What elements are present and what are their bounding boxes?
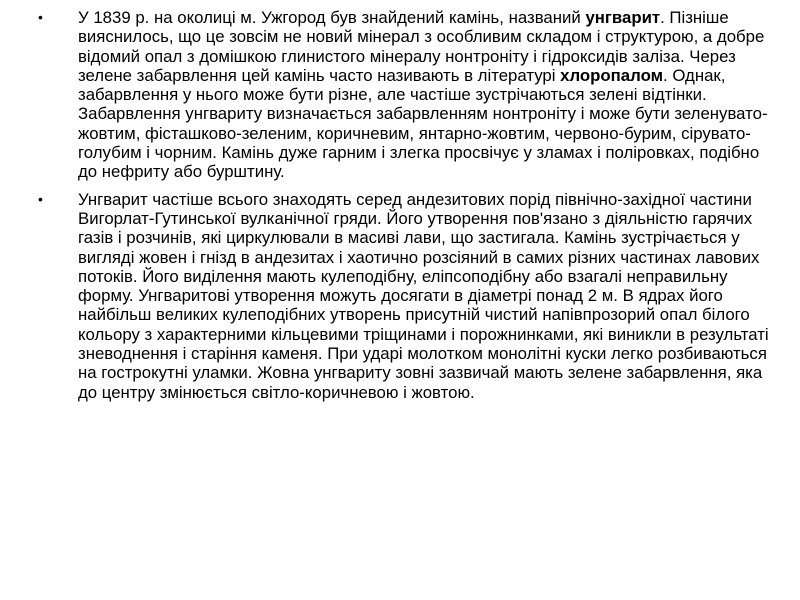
bullet-dot-icon: • (38, 190, 43, 207)
discovery-text-1: У 1839 р. на околиці м. Ужгород був знайдений камінь, названий (78, 8, 586, 27)
occurrence-text: Унгварит частіше всього знаходять серед андезитових порід північно-західної частини Вигорлат-Гутинської вулканічної гряди. Його утворення пов'язано з діяльністю гарячих газів і розчинів, які циркулювали в масиві лави, що застигала. Камінь зустрічається у вигляді жовен і гнізд в андезитах і хаотично розсіяний в самих різних частинах лавових потоків. Його виділення мають кулеподібну, еліпсоподібну або взагалі неправильну форму. Унгваритові утворення можуть досягати в діаметрі понад 2 м. В ядрах його найбільш великих кулеподібних утворень присутній чистий напівпрозорий опал білого кольору з характерними кільцевими тріщинами і порожнинками, які виникли в результаті зневоднення і старіння каменя. При ударі молотком монолітні куски легко розбиваються на гострокутні уламки. Жовна унгвариту зовні зазвичай мають зелене забарвлення, яка до центру змінюється світло-коричневою і жовтою. (78, 189, 769, 402)
discovery-text-3: . Однак, забарвлення у нього може бути різне, але частіше зустрічаються зелені відтінки. Забарвлення унгвариту визначається забарвленням нонтроніту і може бути зеленувато-жовтим, фісташково-зеленим, коричневим, янтарно-жовтим, червоно-бурим, сірувато-голубим і чорним. Камінь дуже гарним і злегка просвічує у зламах і поліровках, подібно до нефриту або бурштину. (78, 65, 768, 182)
paragraph-discovery (38, 8, 782, 182)
term-ungvarit: унгварит (585, 8, 661, 27)
term-chloropal: хлоропалом (560, 65, 664, 85)
paragraph-occurrence (38, 190, 782, 402)
bullet-dot-icon: • (38, 9, 43, 25)
discovery-text-2: . Пізніше вияснилось, що це зовсім не новий мінерал з особливим складом і структурою, а добре відомий опал з домішкою глинистого мінералу нонтроніту і гідроксидів заліза. Через зелене забарвлення цей камінь часто називають в літературі (78, 8, 765, 85)
